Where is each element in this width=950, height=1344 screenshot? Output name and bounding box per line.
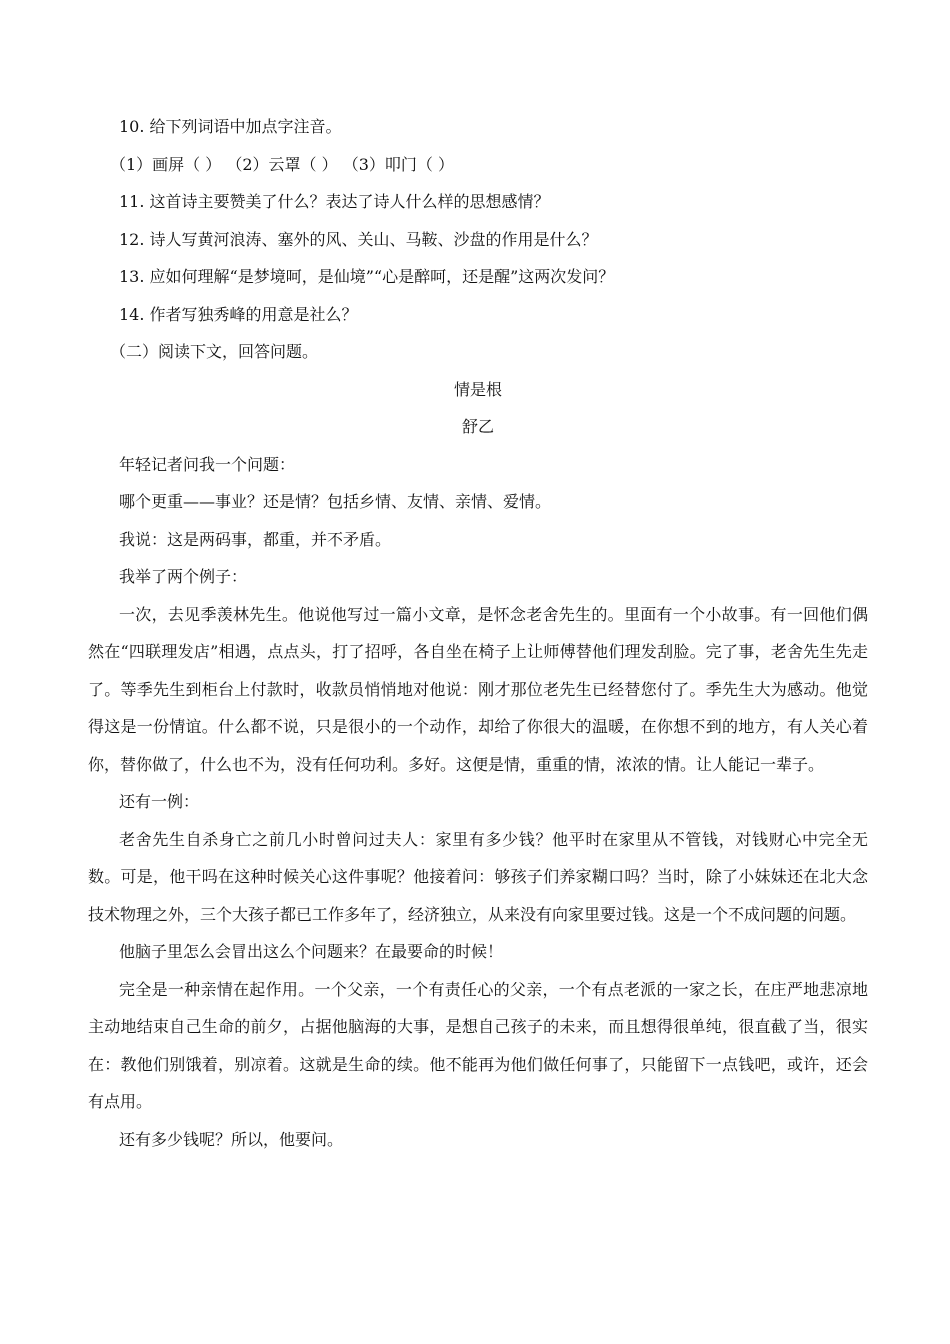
paragraph: 哪个更重——事业？还是情？包括乡情、友情、亲情、爱情。 xyxy=(119,492,552,511)
question-11: 11. 这首诗主要赞美了什么？表达了诗人什么样的思想感情？ xyxy=(119,192,550,211)
question-10-items: （1）画屏（ ） （2）云罩（ ） （3）叩门（ ） xyxy=(110,154,454,174)
document-page xyxy=(88,108,868,1158)
question-14: 14. 作者写独秀峰的用意是社么？ xyxy=(119,304,358,324)
article-author: 舒乙 xyxy=(461,417,494,436)
paragraph: 还有一例： xyxy=(119,792,200,811)
paragraph: 老舍先生自杀身亡之前几小时曾问过夫人：家里有多少钱？他平时在家里从不管钱，对钱财心中完全无数。可是，他干吗在这种时候关心这件事呢？他接着问：够孩子们养家糊口吗？当时，除了小妹妹还在北大念技术物理之外，三个大孩子都已工作多年了，经济独立，从来没有向家里要过钱。这是一个不成问题的问题。 xyxy=(88,829,868,924)
question-12: 12. 诗人写黄河浪涛、塞外的风、关山、马鞍、沙盘的作用是什么？ xyxy=(119,229,598,249)
paragraph: 完全是一种亲情在起作用。一个父亲，一个有责任心的父亲，一个有点老派的一家之长，在庄严地悲凉地主动地结束自己生命的前夕，占据他脑海的大事，是想自己孩子的未来，而且想得很单纯，很直截了当，很实在：教他们别饿着，别凉着。这就是生命的续。他不能再为他们做任何事了，只能留下一点钱吧，或许，还会有点用。 xyxy=(88,979,868,1111)
question-10: 10. 给下列词语中加点字注音。 xyxy=(119,117,342,136)
question-13: 13. 应如何理解“是梦境呵，是仙境”“心是醉呵，还是醒”这两次发问？ xyxy=(119,267,615,286)
article-title: 情是根 xyxy=(453,379,502,399)
paragraph: 他脑子里怎么会冒出这么个问题来？在最要命的时候！ xyxy=(119,942,504,961)
paragraph: 我举了两个例子： xyxy=(119,567,248,586)
section-2-heading: （二）阅读下文，回答问题。 xyxy=(110,342,319,361)
paragraph: 还有多少钱呢？所以，他要问。 xyxy=(119,1129,344,1149)
paragraph: 年轻记者问我一个问题： xyxy=(119,454,296,474)
paragraph: 我说：这是两码事，都重，并不矛盾。 xyxy=(119,529,392,549)
paragraph: 一次，去见季羡林先生。他说他写过一篇小文章，是怀念老舍先生的。里面有一个小故事。有一回他们偶然在“四联理发店”相遇，点点头，打了招呼，各自坐在椅子上让师傅替他们理发刮脸。完了事，老舍先生先走了。等季先生到柜台上付款时，收款员悄悄地对他说：刚才那位老先生已经替您付了。季先生大为感动。他觉得这是一份情谊。什么都不说，只是很小的一个动作，却给了你很大的温暖，在你想不到的地方，有人关心着你，替你做了，什么也不为，没有任何功利。多好。这便是情，重重的情，浓浓的情。让人能记一辈子。 xyxy=(88,604,868,774)
